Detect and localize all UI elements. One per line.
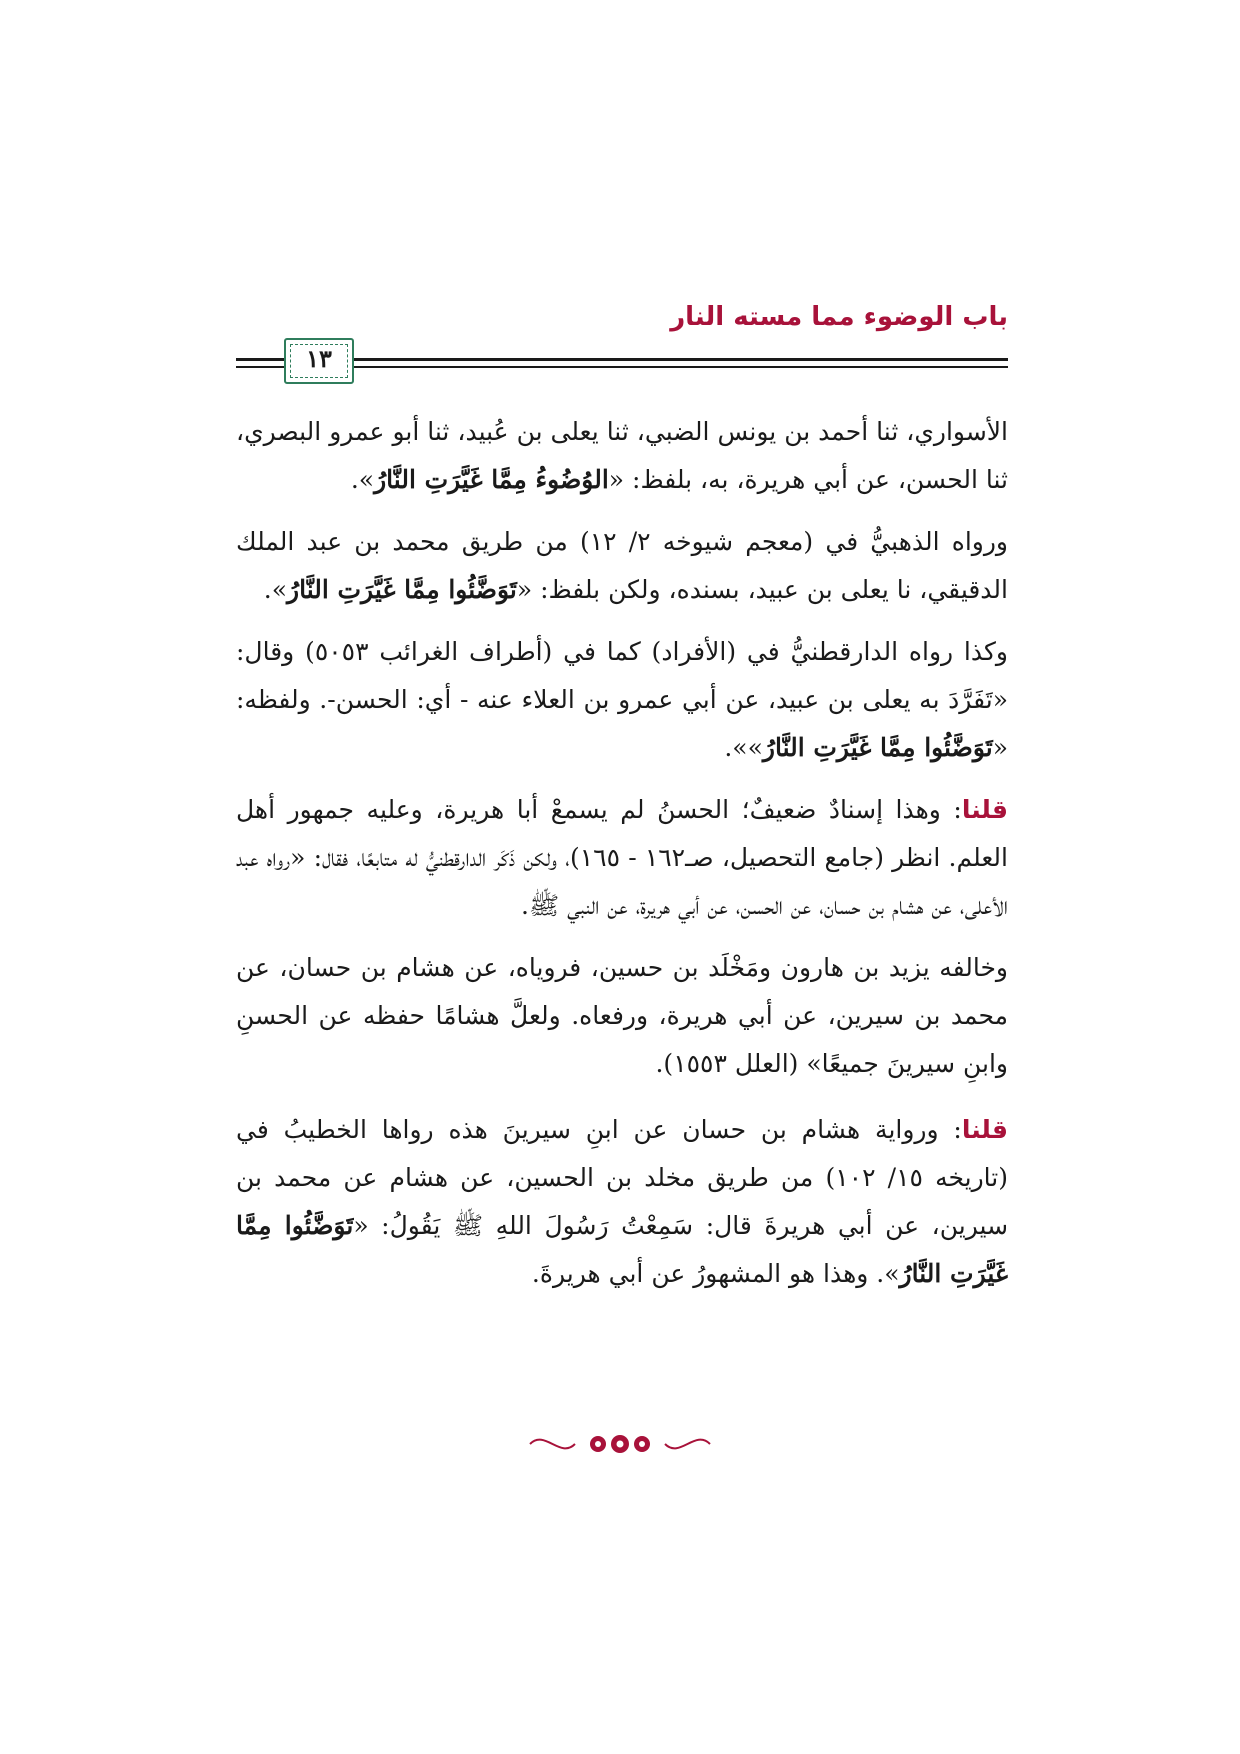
- paragraph-1: [236, 408, 1008, 504]
- qulna-label: قلنا: [961, 1115, 1008, 1144]
- paragraph-text: ».: [350, 465, 375, 494]
- chapter-title: باب الوضوء مما مسته النار: [670, 302, 1008, 332]
- page-number-badge: [284, 338, 354, 384]
- paragraph-text: »».: [724, 733, 763, 762]
- paragraph-text: ورواه الذهبيُّ في (معجم شيوخه ٢/ ١٢) من طريق محمد بن عبد الملك الدقيقي، نا يعلى بن عبيد، بسنده، ولكن بلفظ: «: [236, 527, 1008, 604]
- page-number: ١٣: [306, 344, 332, 373]
- paragraph-text: : وهذا إسنادٌ ضعيفٌ؛ الحسنُ لم يسمعْ أبا هريرة، وعليه جمهور أهل العلم. انظر (جامع التحصيل، صـ١٦٢ - ١٦٥)، ولكن ذَكَر الدارقطنيُّ له متابعًا، فقال: «رواه عبد الأعلى، عن هشام بن حسان، عن الحسن، عن أبي هريرة، عن النبي ﷺ.: [236, 795, 1008, 920]
- paragraph-4: [236, 786, 1008, 930]
- paragraph-text: وخالفه يزيد بن هارون ومَخْلَد بن حسين، فروياه، عن هشام بن حسان، عن محمد بن سيرين، عن أبي هريرة، ورفعاه. ولعلَّ هشامًا حفظه عن الحسنِ وابنِ سيرينَ جميعًا» (العلل ١٥٥٣).: [236, 953, 1008, 1078]
- floral-divider-icon: [520, 1424, 720, 1464]
- hadith-quote: تَوَضَّئُوا مِمَّا غَيَّرَتِ النَّارُ: [287, 575, 517, 604]
- page-body: [236, 408, 1008, 1312]
- paragraph-text: : ورواية هشام بن حسان عن ابنِ سيرينَ هذه رواها الخطيبُ في (تاريخه ١٥/ ١٠٢) من طريق مخلد بن الحسين، عن هشام عن محمد بن سيرين، عن أبي هريرةَ قال: سَمِعْتُ رَسُولَ اللهِ ﷺ يَقُولُ: «: [236, 1115, 1009, 1240]
- page-header: [236, 298, 1008, 378]
- hadith-quote: تَوَضَّئُوا مِمَّا غَيَّرَتِ النَّارُ: [236, 1211, 1008, 1288]
- paragraph-2: [236, 518, 1008, 614]
- paragraph-text: ».: [263, 575, 288, 604]
- paragraph-5: [236, 944, 1008, 1088]
- paragraph-text: وكذا رواه الدارقطنيُّ في (الأفراد) كما في (أطراف الغرائب ٥٠٥٣) وقال: «تَفَرَّدَ به يعلى بن عبيد، عن أبي عمرو بن العلاء عنه - أي: الحسن-. ولفظه: «: [236, 637, 1008, 762]
- hadith-quote: الوُضُوءُ مِمَّا غَيَّرَتِ النَّارُ: [374, 465, 609, 494]
- paragraph-text: الأسواري، ثنا أحمد بن يونس الضبي، ثنا يعلى بن عُبيد، ثنا أبو عمرو البصري، ثنا الحسن، عن أبي هريرة، به، بلفظ: «: [236, 417, 1008, 494]
- paragraph-6: [236, 1106, 1008, 1298]
- paragraph-3: [236, 628, 1008, 772]
- hadith-quote: تَوَضَّئُوا مِمَّا غَيَّرَتِ النَّارُ: [762, 733, 993, 762]
- qulna-label: قلنا: [961, 795, 1008, 824]
- paragraph-text: ». وهذا هو المشهورُ عن أبي هريرةَ.: [531, 1259, 900, 1288]
